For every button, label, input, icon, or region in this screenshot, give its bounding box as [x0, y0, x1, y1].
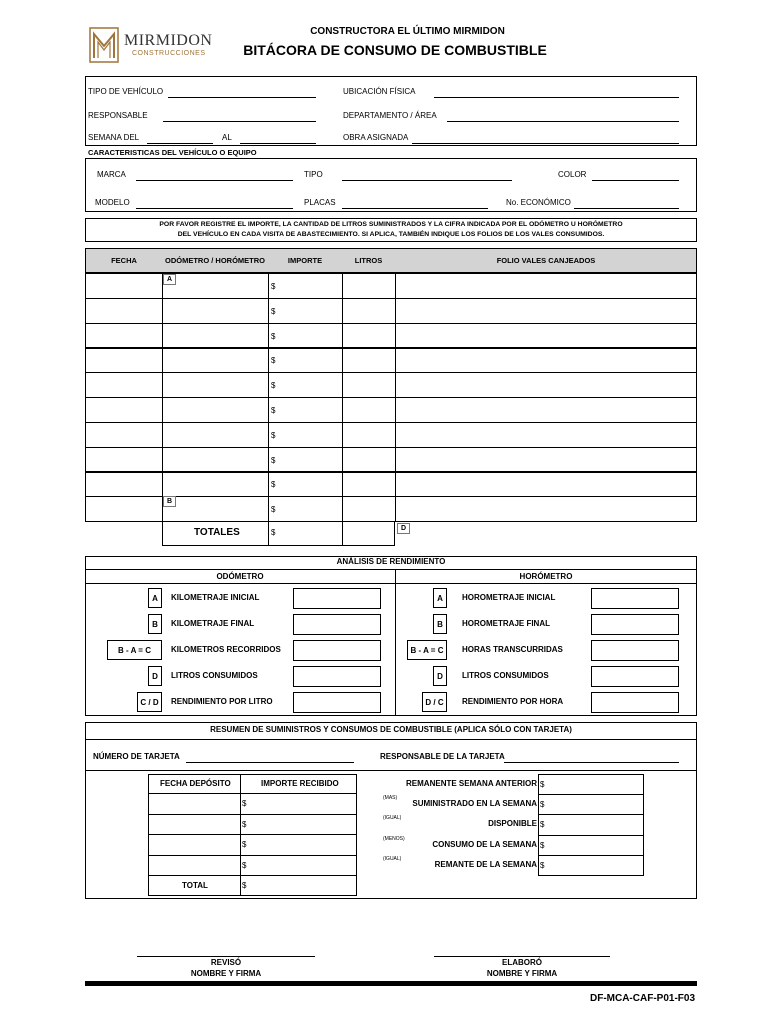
characteristics-heading: CARACTERISTICAS DEL VEHÍCULO O EQUIPO [88, 148, 257, 157]
odometro-value-input[interactable] [293, 614, 381, 635]
balance-row-label: CONSUMO DE LA SEMANA [432, 840, 537, 849]
horometro-row-label: HOROMETRAJE INICIAL [462, 593, 556, 602]
importe-cell[interactable] [269, 398, 341, 422]
odometro-tag: C / D [137, 692, 162, 712]
importe-cell[interactable] [269, 324, 341, 348]
placas-field[interactable] [342, 208, 488, 209]
semana-al-field[interactable] [240, 143, 316, 144]
horometro-row-label: RENDIMIENTO POR HORA [462, 697, 564, 706]
fecha-cell[interactable] [86, 472, 161, 496]
importe-currency: $ [271, 431, 276, 440]
horometro-tag: D / C [422, 692, 447, 712]
odometro-cell[interactable] [163, 373, 267, 397]
fecha-cell[interactable] [86, 398, 161, 422]
importe-recibido-currency: $ [242, 840, 247, 849]
horometro-row-label: HOROMETRAJE FINAL [462, 619, 550, 628]
importe-recibido-currency: $ [242, 799, 247, 808]
litros-cell[interactable] [343, 448, 394, 472]
litros-cell[interactable] [343, 472, 394, 496]
economico-label: No. ECONÓMICO [506, 198, 571, 207]
marca-field[interactable] [136, 180, 293, 181]
responsable-label: RESPONSABLE [88, 111, 148, 120]
horometro-tag: A [433, 588, 447, 608]
horometro-value-input[interactable] [591, 692, 679, 713]
balance-value-cell[interactable] [539, 795, 643, 814]
fecha-cell[interactable] [86, 423, 161, 447]
importe-recibido-cell[interactable] [241, 835, 356, 854]
odometro-cell[interactable] [163, 423, 267, 447]
reviso-label: REVISÓ [210, 958, 242, 967]
logo-text: MIRMIDON [124, 32, 213, 49]
litros-cell[interactable] [343, 423, 394, 447]
totals-label: TOTALES [194, 527, 240, 538]
litros-cell[interactable] [343, 299, 394, 323]
fecha-cell[interactable] [86, 448, 161, 472]
col-header-folio: FOLIO VALES CANJEADOS [496, 256, 596, 265]
balance-currency: $ [540, 820, 545, 829]
marker-b: B [163, 496, 176, 507]
summary-title: RESUMEN DE SUMINISTROS Y CONSUMOS DE COMBUSTIBLE (APLICA SÓLO CON TARJETA) [210, 725, 572, 734]
litros-cell[interactable] [343, 497, 394, 521]
odometro-row-label: KILOMETRAJE FINAL [171, 619, 255, 628]
horometro-row-label: HORAS TRANSCURRIDAS [462, 645, 563, 654]
fecha-cell[interactable] [86, 274, 161, 298]
importe-cell[interactable] [269, 497, 341, 521]
importe-cell[interactable] [269, 299, 341, 323]
fecha-deposito-cell[interactable] [149, 856, 239, 875]
odometro-cell[interactable] [163, 274, 267, 298]
folio-cell[interactable] [396, 299, 696, 323]
fecha-deposito-header: FECHA DEPÓSITO [160, 779, 231, 788]
balance-currency: $ [540, 800, 545, 809]
responsable-field[interactable] [163, 121, 316, 122]
reviso-nombre-firma: NOMBRE Y FIRMA [190, 969, 262, 978]
modelo-label: MODELO [95, 198, 130, 207]
importe-recibido-currency: $ [242, 861, 247, 870]
odometro-row-label: KILOMETROS RECORRIDOS [171, 645, 281, 654]
folio-cell[interactable] [396, 423, 696, 447]
balance-row-operator: (MAS) [383, 795, 398, 801]
horometro-value-input[interactable] [591, 614, 679, 635]
obra-field[interactable] [412, 143, 679, 144]
ubicacion-field[interactable] [434, 97, 679, 98]
litros-cell[interactable] [343, 348, 394, 372]
departamento-label: DEPARTAMENTO / ÁREA [343, 111, 437, 120]
litros-cell[interactable] [343, 398, 394, 422]
importe-recibido-cell[interactable] [241, 794, 356, 813]
importe-currency: $ [271, 480, 276, 489]
importe-currency: $ [271, 282, 276, 291]
tipo-vehiculo-label: TIPO DE VEHÍCULO [88, 87, 164, 96]
folio-cell[interactable] [396, 274, 696, 298]
balance-row-label: DISPONIBLE [488, 819, 537, 828]
horometro-value-input[interactable] [591, 588, 679, 609]
importe-recibido-header: IMPORTE RECIBIDO [261, 779, 339, 788]
totals-importe-currency: $ [271, 528, 276, 537]
balance-currency: $ [540, 861, 545, 870]
tipo-field[interactable] [342, 180, 512, 181]
departamento-field[interactable] [447, 121, 679, 122]
fecha-cell[interactable] [86, 497, 161, 521]
folio-cell[interactable] [396, 324, 696, 348]
horometro-tag: D [433, 666, 447, 686]
importe-recibido-cell[interactable] [241, 815, 356, 834]
importe-cell[interactable] [269, 423, 341, 447]
deposits-total-label: TOTAL [182, 881, 208, 890]
odometro-row-label: RENDIMIENTO POR LITRO [171, 697, 273, 706]
responsable-tarjeta-field[interactable] [504, 762, 679, 763]
odometro-tag: A [148, 588, 162, 608]
importe-currency: $ [271, 456, 276, 465]
odometro-cell[interactable] [163, 299, 267, 323]
instructions-line-2: DEL VEHÍCULO EN CADA VISITA DE ABASTECIMIENTO. SI APLICA, TAMBIÉN INDIQUE LOS FOLIOS DE LOS VALES CONSUMIDOS. [177, 231, 605, 238]
balance-row-operator: (IGUAL) [383, 815, 402, 821]
odometro-cell[interactable] [163, 348, 267, 372]
color-field[interactable] [592, 180, 679, 181]
folio-cell[interactable] [396, 348, 696, 372]
folio-cell[interactable] [396, 398, 696, 422]
odometro-cell[interactable] [163, 497, 267, 521]
color-label: COLOR [558, 170, 587, 179]
importe-cell[interactable] [269, 274, 341, 298]
importe-cell[interactable] [269, 448, 341, 472]
folio-cell[interactable] [396, 448, 696, 472]
footer-bar [85, 981, 697, 986]
reviso-signature-line[interactable] [137, 956, 315, 957]
importe-cell[interactable] [269, 472, 341, 496]
balance-row-operator: (IGUAL) [383, 856, 402, 862]
odometro-tag: D [148, 666, 162, 686]
economico-field[interactable] [574, 208, 679, 209]
odometro-row-label: KILOMETRAJE INICIAL [171, 593, 260, 602]
elaboro-signature-line[interactable] [434, 956, 610, 957]
tipo-vehiculo-field[interactable] [168, 97, 316, 98]
odometro-value-input[interactable] [293, 666, 381, 687]
horometro-tag: B [433, 614, 447, 634]
al-label: AL [222, 133, 232, 142]
balance-currency: $ [540, 780, 545, 789]
analysis-title: ANÁLISIS DE RENDIMIENTO [336, 557, 446, 566]
logo-emblem-icon [88, 26, 120, 64]
marker-d: D [397, 523, 410, 534]
horometro-title: HORÓMETRO [519, 572, 573, 581]
balance-row-label: REMANENTE SEMANA ANTERIOR [406, 779, 537, 788]
col-header-litros: LITROS [354, 256, 383, 265]
balance-value-cell[interactable] [539, 775, 643, 794]
col-header-odometro: ODÓMETRO / HORÓMETRO [165, 256, 265, 265]
importe-currency: $ [271, 356, 276, 365]
marca-label: MARCA [97, 170, 126, 179]
odometro-cell[interactable] [163, 472, 267, 496]
tipo-label: TIPO [304, 170, 323, 179]
modelo-field[interactable] [136, 208, 293, 209]
semana-del-field[interactable] [147, 143, 213, 144]
placas-label: PLACAS [304, 198, 336, 207]
balance-row-label: SUMINISTRADO EN LA SEMANA [412, 799, 537, 808]
fecha-cell[interactable] [86, 348, 161, 372]
obra-label: OBRA ASIGNADA [343, 133, 409, 142]
semana-del-label: SEMANA DEL [88, 133, 140, 142]
instructions-line-1: POR FAVOR REGISTRE EL IMPORTE, LA CANTIDAD DE LITROS SUMINISTRADOS Y LA CIFRA INDICADA POR EL ODÓMETRO U HORÓMETRO [159, 221, 623, 228]
importe-cell[interactable] [269, 373, 341, 397]
numero-tarjeta-label: NÚMERO DE TARJETA [93, 752, 180, 761]
company-logo [88, 26, 218, 66]
document-code: DF-MCA-CAF-P01-F03 [590, 993, 695, 1004]
elaboro-label: ELABORÓ [502, 958, 542, 967]
importe-recibido-currency: $ [242, 820, 247, 829]
litros-cell[interactable] [343, 274, 394, 298]
odometro-cell[interactable] [163, 448, 267, 472]
col-header-importe: IMPORTE [287, 256, 323, 265]
company-name: CONSTRUCTORA EL ÚLTIMO MIRMIDON [310, 26, 505, 37]
importe-cell[interactable] [269, 348, 341, 372]
fecha-cell[interactable] [86, 324, 161, 348]
importe-currency: $ [271, 381, 276, 390]
odometro-tag: B - A = C [107, 640, 162, 660]
balance-row-operator: (MENOS) [383, 836, 405, 842]
importe-currency: $ [271, 406, 276, 415]
balance-value-cell[interactable] [539, 836, 643, 855]
characteristics-box [85, 158, 697, 212]
balance-value-cell[interactable] [539, 856, 643, 875]
elaboro-nombre-firma: NOMBRE Y FIRMA [486, 969, 558, 978]
odometro-cell[interactable] [163, 398, 267, 422]
odometro-tag: B [148, 614, 162, 634]
col-header-fecha: FECHA [111, 256, 137, 265]
numero-tarjeta-field[interactable] [186, 762, 354, 763]
fecha-cell[interactable] [86, 299, 161, 323]
importe-currency: $ [271, 307, 276, 316]
balance-row-label: REMANTE DE LA SEMANA [434, 860, 537, 869]
odometro-cell[interactable] [163, 324, 267, 348]
horometro-row-label: LITROS CONSUMIDOS [462, 671, 549, 680]
importe-currency: $ [271, 332, 276, 341]
logo-subtext: CONSTRUCCIONES [132, 50, 206, 57]
fecha-deposito-cell[interactable] [149, 835, 239, 854]
litros-cell[interactable] [343, 324, 394, 348]
folio-cell[interactable] [396, 373, 696, 397]
folio-cell[interactable] [396, 497, 696, 521]
odometro-value-input[interactable] [293, 588, 381, 609]
ubicacion-label: UBICACIÓN FÍSICA [343, 87, 416, 96]
responsable-tarjeta-label: RESPONSABLE DE LA TARJETA [380, 752, 505, 761]
folio-cell[interactable] [396, 472, 696, 496]
fecha-cell[interactable] [86, 373, 161, 397]
odometro-value-input[interactable] [293, 692, 381, 713]
horometro-value-input[interactable] [591, 640, 679, 661]
horometro-value-input[interactable] [591, 666, 679, 687]
horometro-tag: B - A = C [407, 640, 447, 660]
litros-cell[interactable] [343, 373, 394, 397]
fecha-deposito-cell[interactable] [149, 794, 239, 813]
balance-currency: $ [540, 841, 545, 850]
odometro-row-label: LITROS CONSUMIDOS [171, 671, 258, 680]
deposits-total-currency: $ [242, 881, 247, 890]
page-title: BITÁCORA DE CONSUMO DE COMBUSTIBLE [243, 42, 547, 58]
importe-recibido-cell[interactable] [241, 856, 356, 875]
importe-currency: $ [271, 505, 276, 514]
balance-value-cell[interactable] [539, 815, 643, 834]
odometro-value-input[interactable] [293, 640, 381, 661]
fecha-deposito-cell[interactable] [149, 815, 239, 834]
marker-a: A [163, 274, 176, 285]
odometro-title: ODÓMETRO [216, 572, 264, 581]
